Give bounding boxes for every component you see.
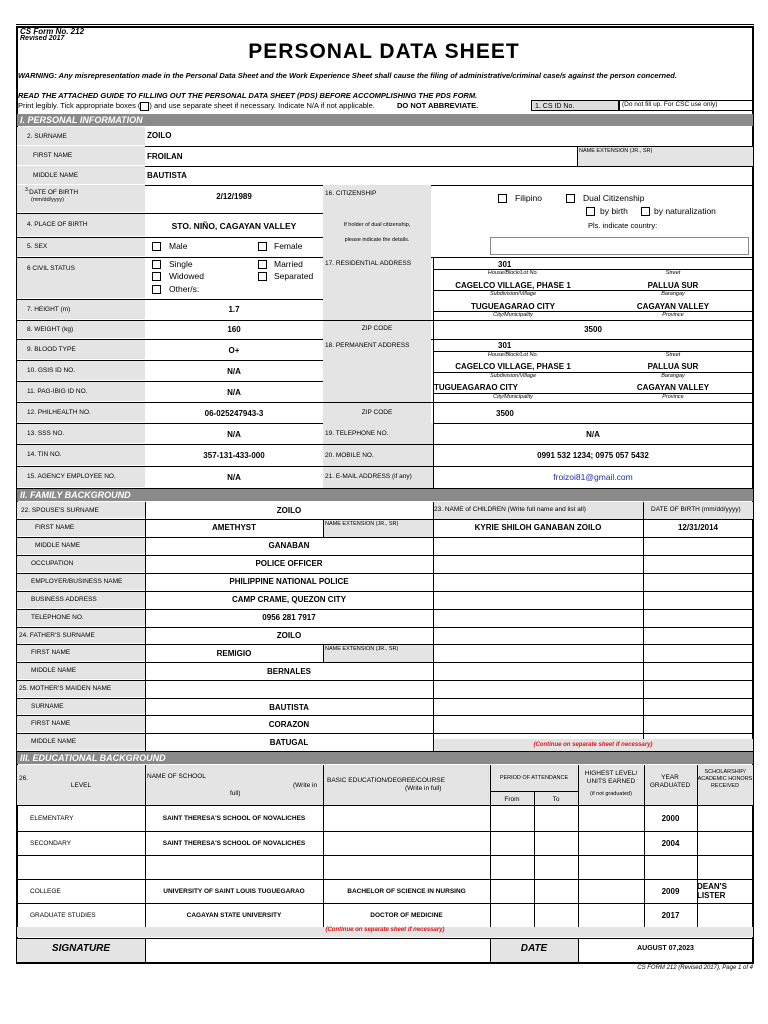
grid-line: [490, 791, 578, 792]
perm-house-value[interactable]: 301: [498, 341, 512, 350]
education-level-label: COLLEGE: [30, 887, 61, 895]
filipino-checkbox[interactable]: [498, 194, 507, 203]
period-header: PERIOD OF ATTENDANCE: [499, 775, 569, 781]
school-header: NAME OF SCHOOL: [147, 773, 206, 780]
mother-surname-label: SURNAME: [17, 698, 145, 715]
res-house-caption: House/Block/Lot No.: [487, 270, 539, 276]
res-barangay-caption: Barangay: [661, 291, 685, 297]
female-option-label: Female: [274, 241, 303, 251]
perm-street-caption: Street: [665, 352, 681, 358]
gsis-label: 10. GSIS ID NO.: [17, 360, 145, 381]
grid-line: [534, 791, 535, 927]
employer-value[interactable]: PHILIPPINE NATIONAL POLICE: [229, 577, 349, 586]
employer-label: EMPLOYER/BUSINESS NAME: [17, 573, 145, 591]
permanent-address-label: 18. PERMANENT ADDRESS: [325, 342, 410, 349]
mother-middle-name-label: MIDDLE NAME: [17, 733, 145, 751]
dual-citizenship-option-label: Dual Citizenship: [583, 193, 645, 203]
course-write-header: (Write in full): [405, 785, 442, 792]
res-city-value[interactable]: TUGUEAGARAO CITY: [471, 302, 555, 311]
spouse-first-name-label: FIRST NAME: [17, 519, 145, 537]
year-graduated-header: YEAR GRADUATED: [649, 774, 691, 789]
dob-label: $^{3.}$DATE OF BIRTH (mm/dd/yyyy): [17, 185, 145, 213]
male-option-label: Male: [169, 241, 188, 251]
separated-checkbox[interactable]: [258, 272, 267, 281]
education-course-value[interactable]: BACHELOR OF SCIENCE IN NURSING: [347, 887, 466, 895]
first-name-value[interactable]: FROILAN: [147, 152, 183, 161]
mother-first-name-label: FIRST NAME: [17, 715, 145, 733]
child-dob-label: DATE OF BIRTH (mm/dd/yyyy): [651, 506, 741, 513]
education-year-value[interactable]: 2004: [661, 838, 680, 848]
occupation-value[interactable]: POLICE OFFICER: [255, 559, 323, 568]
res-province-caption: Province: [662, 312, 684, 318]
father-surname-label: 24. FATHER'S SURNAME: [17, 627, 145, 644]
mother-surname-value[interactable]: BAUTISTA: [269, 703, 309, 712]
single-option-label: Single: [169, 259, 193, 269]
education-level-label: GRADUATE STUDIES: [30, 911, 96, 919]
education-school-value[interactable]: SAINT THERESA'S SCHOOL OF NOVALICHES: [162, 839, 306, 847]
education-course-value[interactable]: DOCTOR OF MEDICINE: [370, 911, 443, 919]
dual-note-2: please indicate the details.: [344, 237, 410, 243]
sss-label: 13. SSS NO.: [17, 423, 145, 444]
telephone-label: 19. TELEPHONE NO.: [325, 430, 389, 437]
business-address-value[interactable]: CAMP CRAME, QUEZON CITY: [231, 595, 347, 604]
business-telephone-value[interactable]: 0956 281 7917: [262, 613, 316, 622]
surname-value[interactable]: ZOILO: [147, 131, 172, 140]
warning-text: WARNING: Any misrepresentation made in the Personal Data Sheet and the Work Experience Sheet shall cause the filing of administrative/criminal case/s against the person concerned.: [18, 71, 677, 80]
weight-value[interactable]: 160: [227, 325, 241, 334]
by-birth-option-label: by birth: [600, 206, 628, 216]
perm-province-caption: Province: [662, 394, 684, 400]
mobile-label: 20. MOBILE NO.: [325, 452, 374, 459]
tin-label: 14. TIN NO.: [17, 444, 145, 466]
grid-line: [644, 765, 645, 927]
signature-label: SIGNATURE: [51, 943, 111, 954]
grid-line: [697, 765, 698, 927]
philhealth-label: 12. PHILHEALTH NO.: [17, 402, 145, 423]
married-checkbox[interactable]: [258, 260, 267, 269]
level-header: LEVEL: [70, 782, 92, 789]
section-family-background: II. FAMILY BACKGROUND: [17, 489, 753, 501]
pob-label: 4. PLACE OF BIRTH: [17, 213, 145, 237]
spouse-middle-name-value[interactable]: GANABAN: [268, 541, 310, 550]
date-value[interactable]: AUGUST 07,2023: [637, 945, 694, 952]
highest-level-note: (if not graduated): [590, 791, 632, 797]
grid-line: [145, 765, 146, 927]
education-level-label: SECONDARY: [30, 839, 72, 847]
cs-id-label: 1. CS ID No.: [531, 100, 619, 111]
mobile-value[interactable]: 0991 532 1234; 0975 057 5432: [537, 451, 649, 460]
dual-note-1: If holder of dual citizenship,: [343, 222, 411, 228]
to-header: To: [552, 796, 560, 803]
business-address-label: BUSINESS ADDRESS: [17, 591, 145, 609]
education-school-value[interactable]: UNIVERSITY OF SAINT LOUIS TUGUEGARAO: [163, 887, 305, 895]
perm-barangay-caption: Barangay: [661, 373, 685, 379]
res-city-caption: City/Municipality: [493, 312, 533, 318]
print-note: Print legibly. Tick appropriate boxes ( ) and use separate sheet if necessary. Indicate N/A if not applicable.: [18, 101, 375, 110]
spouse-surname-label: 22. SPOUSE'S SURNAME: [17, 502, 145, 519]
child-name-value[interactable]: KYRIE SHILOH GANABAN ZOILO: [474, 523, 602, 532]
female-checkbox[interactable]: [258, 242, 267, 251]
education-year-value[interactable]: 2017: [661, 910, 680, 920]
business-telephone-label: TELEPHONE NO.: [17, 609, 145, 627]
widowed-checkbox[interactable]: [152, 272, 161, 281]
page-title: PERSONAL DATA SHEET: [248, 40, 520, 63]
school-write-header: (Write in: [293, 782, 318, 789]
from-header: From: [504, 796, 520, 803]
father-first-name-label: FIRST NAME: [17, 644, 145, 662]
father-middle-name-value[interactable]: BERNALES: [266, 667, 311, 676]
separated-option-label: Separated: [274, 271, 314, 281]
mother-first-name-value[interactable]: CORAZON: [268, 720, 310, 729]
education-honors-value[interactable]: [697, 805, 753, 831]
perm-city-caption: City/Municipality: [493, 394, 533, 400]
filipino-option-label: Filipino: [515, 193, 542, 203]
child-dob-value[interactable]: 12/31/2014: [677, 523, 719, 532]
blood-type-value[interactable]: O+: [228, 346, 240, 355]
surname-label: 2. SURNAME: [17, 127, 145, 146]
form-number: CS Form No. 212: [20, 27, 85, 36]
single-checkbox[interactable]: [152, 260, 161, 269]
perm-zip-value[interactable]: 3500: [496, 409, 514, 418]
mother-maiden-label: 25. MOTHER'S MAIDEN NAME: [17, 680, 145, 698]
education-honors-value[interactable]: [697, 831, 753, 855]
highest-level-header: HIGHEST LEVEL/ UNITS EARNED: [584, 770, 638, 785]
agency-label: 15. AGENCY EMPLOYEE NO.: [17, 466, 145, 488]
email-label: 21. E-MAIL ADDRESS (if any): [325, 473, 412, 480]
education-honors-value[interactable]: DEAN'S LISTER: [697, 882, 727, 900]
grid-line: [17, 855, 753, 856]
by-naturalization-option-label: by naturalization: [654, 206, 716, 216]
section-personal-information: I. PERSONAL INFORMATION: [17, 114, 753, 126]
by-birth-checkbox[interactable]: [586, 207, 595, 216]
perm-subdivision-caption: Subdivision/Village: [489, 373, 537, 379]
perm-house-caption: House/Block/Lot No.: [487, 352, 539, 358]
do-not-abbreviate: DO NOT ABBREVIATE.: [397, 101, 479, 110]
spouse-surname-value[interactable]: ZOILO: [276, 506, 302, 515]
read-guide-text: READ THE ATTACHED GUIDE TO FILLING OUT THE PERSONAL DATA SHEET (PDS) BEFORE ACCOMPLISHING THE PDS FORM.: [18, 91, 478, 100]
others-checkbox[interactable]: [152, 285, 161, 294]
spouse-first-name-value[interactable]: AMETHYST: [212, 523, 256, 532]
philhealth-value[interactable]: 06-025247943-3: [204, 409, 264, 418]
tin-value[interactable]: 357-131-433-000: [203, 451, 265, 460]
middle-name-label: MIDDLE NAME: [17, 166, 145, 185]
dual-citizenship-checkbox[interactable]: [566, 194, 575, 203]
first-name-label: FIRST NAME: [17, 146, 145, 166]
weight-label: 8. WEIGHT (kg): [17, 320, 145, 339]
grid-line: [323, 765, 324, 927]
mother-middle-name-value[interactable]: BATUGAL: [269, 738, 309, 747]
education-year-value[interactable]: 2000: [661, 813, 680, 823]
pagibig-value[interactable]: N/A: [227, 388, 241, 397]
name-extension-label: NAME EXTENSION (JR., SR): [577, 146, 753, 166]
grid-line: [490, 765, 491, 927]
res-province-value[interactable]: CAGAYAN VALLEY: [636, 302, 710, 311]
education-course-value[interactable]: [323, 831, 490, 855]
permanent-zip-label: ZIP CODE: [361, 409, 393, 416]
occupation-label: OCCUPATION: [17, 555, 145, 573]
residential-zip-label: ZIP CODE: [361, 325, 393, 332]
middle-name-value[interactable]: BAUTISTA: [147, 171, 187, 180]
children-label: 23. NAME of CHILDREN (Write full name and list all): [434, 506, 586, 513]
perm-city-value[interactable]: TUGUEAGARAO CITY: [434, 383, 518, 392]
pagibig-label: 11. PAG-IBIG ID NO.: [17, 381, 145, 402]
res-subdivision-value[interactable]: CAGELCO VILLAGE, PHASE 1: [455, 281, 571, 290]
father-surname-value[interactable]: ZOILO: [276, 631, 302, 640]
signature-field[interactable]: [145, 939, 490, 962]
res-barangay-value[interactable]: PALLUA SUR: [647, 281, 699, 290]
indicate-country-label: Pls. indicate country:: [588, 221, 658, 230]
spouse-name-extension-label: NAME EXTENSION (JR., SR): [323, 519, 433, 537]
perm-barangay-value[interactable]: PALLUA SUR: [647, 362, 699, 371]
height-value[interactable]: 1.7: [228, 305, 240, 314]
perm-subdivision-value[interactable]: CAGELCO VILLAGE, PHASE 1: [455, 362, 571, 371]
res-house-value[interactable]: 301: [498, 260, 512, 269]
widowed-option-label: Widowed: [169, 271, 204, 281]
height-label: 7. HEIGHT (m): [17, 299, 145, 320]
res-subdivision-caption: Subdivision/Village: [489, 291, 537, 297]
others-option-label: Other/s:: [169, 284, 200, 294]
dob-value[interactable]: 2/12/1989: [216, 192, 252, 201]
country-select[interactable]: [490, 237, 749, 255]
married-option-label: Married: [274, 259, 303, 269]
father-middle-name-label: MIDDLE NAME: [17, 662, 145, 680]
telephone-value[interactable]: N/A: [586, 430, 600, 439]
education-school-value[interactable]: SAINT THERESA'S SCHOOL OF NOVALICHES: [162, 814, 306, 822]
form-revision: Revised 2017: [20, 35, 65, 42]
csc-use-note: (Do not fill up. For CSC use only): [622, 101, 718, 108]
school-full-header: full): [230, 790, 241, 797]
course-header: BASIC EDUCATION/DEGREE/COURSE: [327, 777, 445, 784]
spouse-middle-name-label: MIDDLE NAME: [17, 537, 145, 555]
grid-line: [578, 765, 579, 927]
education-continue-note: (Continue on separate sheet if necessary): [325, 927, 445, 933]
by-naturalization-checkbox[interactable]: [641, 207, 650, 216]
date-label: DATE: [520, 943, 548, 954]
civil-status-label: 6 CIVIL STATUS: [17, 257, 145, 299]
education-level-label: ELEMENTARY: [30, 814, 74, 822]
citizenship-label: 16. CITIZENSHIP: [325, 190, 377, 197]
sss-value[interactable]: N/A: [227, 430, 241, 439]
res-street-caption: Street: [665, 270, 681, 276]
education-school-value[interactable]: CAGAYAN STATE UNIVERSITY: [186, 911, 282, 919]
blood-type-label: 9. BLOOD TYPE: [17, 339, 145, 360]
res-zip-value[interactable]: 3500: [584, 325, 602, 334]
agency-value[interactable]: N/A: [227, 473, 241, 482]
residential-address-label: 17. RESIDENTIAL ADDRESS: [325, 260, 412, 267]
father-first-name-value[interactable]: REMIGIO: [216, 649, 252, 658]
gsis-value[interactable]: N/A: [227, 367, 241, 376]
email-value[interactable]: froizoi81@gmail.com: [553, 472, 633, 482]
education-honors-value[interactable]: [697, 903, 753, 927]
education-year-value[interactable]: 2009: [661, 886, 680, 896]
male-checkbox[interactable]: [152, 242, 161, 251]
father-name-extension-label: NAME EXTENSION (JR., SR): [323, 644, 433, 662]
section-educational-background: III. EDUCATIONAL BACKGROUND: [17, 752, 753, 764]
education-course-value[interactable]: [323, 805, 490, 831]
pob-value[interactable]: STO. NIÑO, CAGAYAN VALLEY: [171, 221, 297, 231]
honors-header: SCHOLARSHIP/ ACADEMIC HONORS RECEIVED: [697, 769, 753, 789]
perm-province-value[interactable]: CAGAYAN VALLEY: [636, 383, 710, 392]
page-note: CS FORM 212 (Revised 2017), Page 1 of 4: [637, 965, 753, 971]
sex-label: 5. SEX: [17, 237, 145, 257]
education-number: 26.: [19, 775, 29, 782]
children-continue-note: (Continue on separate sheet if necessary): [433, 739, 753, 751]
